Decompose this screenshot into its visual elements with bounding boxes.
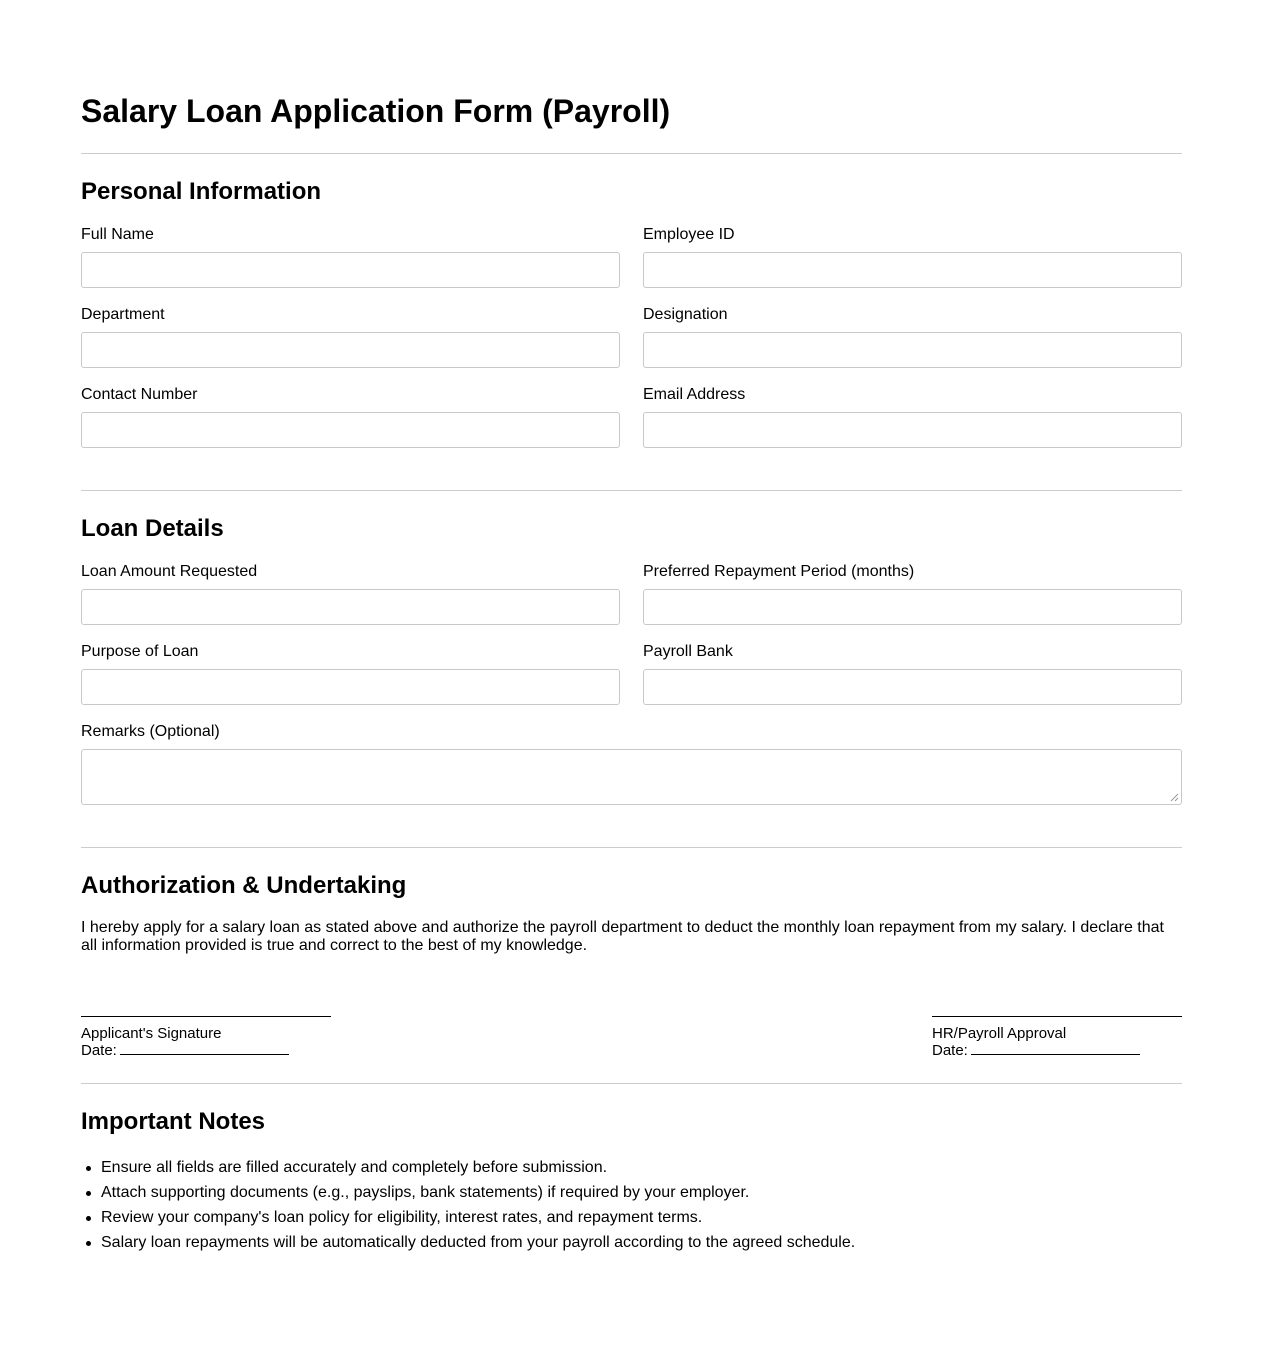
divider xyxy=(81,1083,1182,1084)
email-address-input[interactable] xyxy=(643,412,1182,448)
applicant-date-line xyxy=(120,1042,289,1055)
approval-signature-label: HR/Payroll Approval xyxy=(932,1025,1067,1042)
payroll-bank-input[interactable] xyxy=(643,669,1182,705)
department-input[interactable] xyxy=(81,332,620,368)
applicant-signature-line xyxy=(81,1016,331,1017)
list-item: Attach supporting documents (e.g., payslips, bank statements) if required by your employer. xyxy=(101,1180,855,1205)
notes-list xyxy=(101,1155,855,1255)
loan-purpose-label: Purpose of Loan xyxy=(81,643,199,660)
designation-input[interactable] xyxy=(643,332,1182,368)
loan-amount-label: Loan Amount Requested xyxy=(81,563,258,580)
applicant-date xyxy=(81,1042,289,1059)
designation-label: Designation xyxy=(643,306,728,323)
approval-date xyxy=(932,1042,1140,1059)
remarks-textarea[interactable] xyxy=(81,749,1182,805)
full-name-input[interactable] xyxy=(81,252,620,288)
remarks-label: Remarks (Optional) xyxy=(81,723,220,740)
approval-date-line xyxy=(971,1042,1140,1055)
department-label: Department xyxy=(81,306,165,323)
bullet-icon xyxy=(86,1166,91,1171)
resize-grip-icon[interactable] xyxy=(1170,793,1179,802)
divider xyxy=(81,847,1182,848)
contact-number-input[interactable] xyxy=(81,412,620,448)
applicant-date-label: Date: xyxy=(81,1042,117,1059)
approval-signature-line xyxy=(932,1016,1182,1017)
full-name-label: Full Name xyxy=(81,226,154,243)
divider xyxy=(81,490,1182,491)
list-item: Review your company's loan policy for eligibility, interest rates, and repayment terms. xyxy=(101,1205,855,1230)
approval-date-label: Date: xyxy=(932,1042,968,1059)
email-address-label: Email Address xyxy=(643,386,746,403)
repayment-period-input[interactable] xyxy=(643,589,1182,625)
page-title: Salary Loan Application Form (Payroll) xyxy=(81,93,671,129)
divider xyxy=(81,153,1182,154)
personal-info-heading: Personal Information xyxy=(81,178,322,205)
list-item: Ensure all fields are filled accurately and completely before submission. xyxy=(101,1155,855,1180)
loan-amount-input[interactable] xyxy=(81,589,620,625)
employee-id-label: Employee ID xyxy=(643,226,735,243)
payroll-bank-label: Payroll Bank xyxy=(643,643,733,660)
important-notes-heading: Important Notes xyxy=(81,1108,266,1135)
authorization-text: I hereby apply for a salary loan as stated above and authorize the payroll department to deduct the monthly loan repayment from my salary. I declare that all information provided is true and correct to the best of my knowledge. xyxy=(81,919,1164,954)
loan-details-heading: Loan Details xyxy=(81,515,224,542)
repayment-period-label: Preferred Repayment Period (months) xyxy=(643,563,915,580)
list-item: Salary loan repayments will be automatically deducted from your payroll according to the agreed schedule. xyxy=(101,1230,855,1255)
bullet-icon xyxy=(86,1241,91,1246)
contact-number-label: Contact Number xyxy=(81,386,198,403)
bullet-icon xyxy=(86,1191,91,1196)
authorization-heading: Authorization & Undertaking xyxy=(81,872,407,899)
bullet-icon xyxy=(86,1216,91,1221)
employee-id-input[interactable] xyxy=(643,252,1182,288)
loan-purpose-input[interactable] xyxy=(81,669,620,705)
applicant-signature-label: Applicant's Signature xyxy=(81,1025,222,1042)
